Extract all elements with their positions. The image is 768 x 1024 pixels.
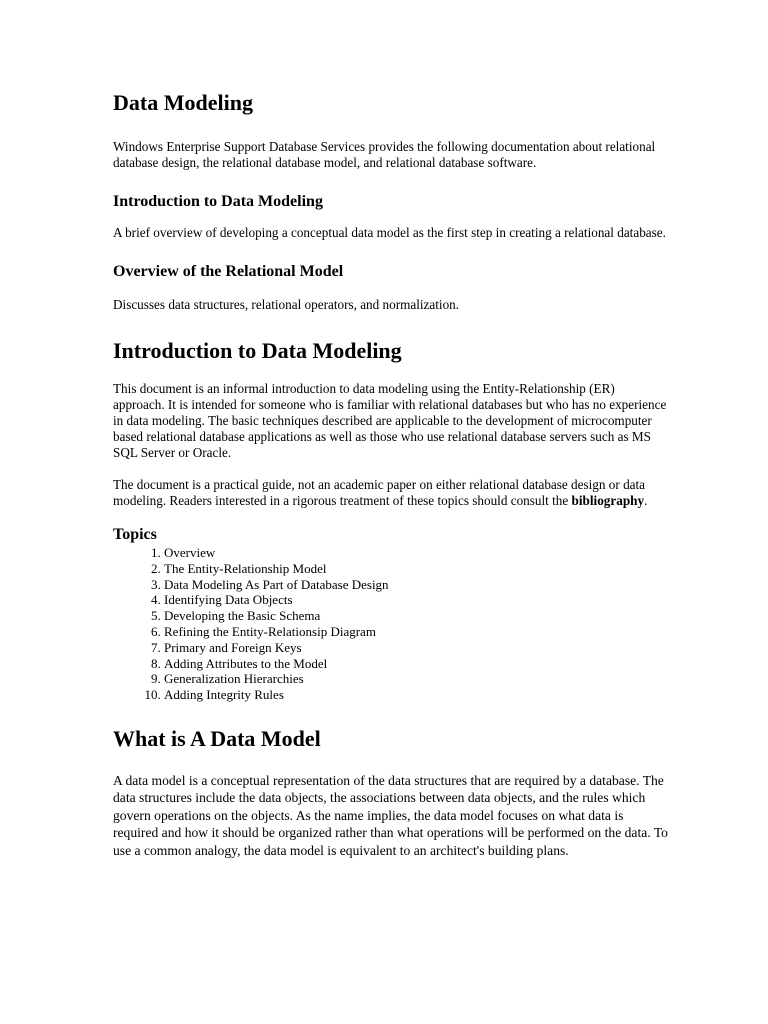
topics-list [113, 545, 668, 703]
link2-description: Discusses data structures, relational operators, and normalization. [113, 297, 460, 312]
topic-item[interactable]: 5. Developing the Basic Schema [164, 608, 668, 624]
link1-heading[interactable]: Introduction to Data Modeling [113, 193, 323, 210]
topic-item[interactable]: 4. Identifying Data Objects [164, 592, 668, 608]
intro-paragraph: Windows Enterprise Support Database Services provides the following documentation about relational database design, the relational database model, and relational database software. [113, 139, 656, 170]
section2-heading: What is A Data Model [113, 725, 321, 751]
link1-description: A brief overview of developing a conceptual data model as the first step in creating a relational database. [113, 225, 666, 240]
link2-heading[interactable]: Overview of the Relational Model [113, 263, 344, 280]
topic-item[interactable]: 9. Generalization Hierarchies [164, 671, 668, 687]
topic-item[interactable]: 8. Adding Attributes to the Model [164, 656, 668, 672]
topic-item[interactable]: 7. Primary and Foreign Keys [164, 640, 668, 656]
topics-heading: Topics [113, 526, 157, 543]
section1-paragraph2-text: The document is a practical guide, not an academic paper on either relational database design or data modeling. Readers interested in a rigorous treatment of these topics should consult the [113, 477, 646, 508]
section2-paragraph: A data model is a conceptual representation of the data structures that are required by a database. The data structures include the data objects, the associations between data objects, and the rules which govern operations on the objects. As the name implies, the data model focuses on what data is required and how it should be organized rather than what operations will be performed on the data. To use a common analogy, the data model is equivalent to an architect's building plans. [113, 772, 668, 858]
topic-item[interactable]: 1. Overview [164, 545, 668, 561]
section1-heading: Introduction to Data Modeling [113, 338, 402, 363]
topic-item[interactable]: 10. Adding Integrity Rules [164, 687, 668, 703]
section1-paragraph2 [113, 477, 668, 509]
topic-item[interactable]: 3. Data Modeling As Part of Database Design [164, 577, 668, 593]
section1-paragraph2-end: . [644, 493, 648, 508]
section1-paragraph1: This document is an informal introduction to data modeling using the Entity-Relationship (ER) approach. It is intended for someone who is familiar with relational databases but who has no experience in data modeling. The basic techniques described are applicable to the development of microcomputer based relational database applications as well as those who use relational database servers such as MS SQL Server or Oracle. [113, 381, 667, 460]
topic-item[interactable]: 2. The Entity-Relationship Model [164, 561, 668, 577]
page-title: Data Modeling [113, 90, 253, 115]
topic-item[interactable]: 6. Refining the Entity-Relationsip Diagram [164, 624, 668, 640]
bibliography-link[interactable]: bibliography [571, 493, 645, 508]
